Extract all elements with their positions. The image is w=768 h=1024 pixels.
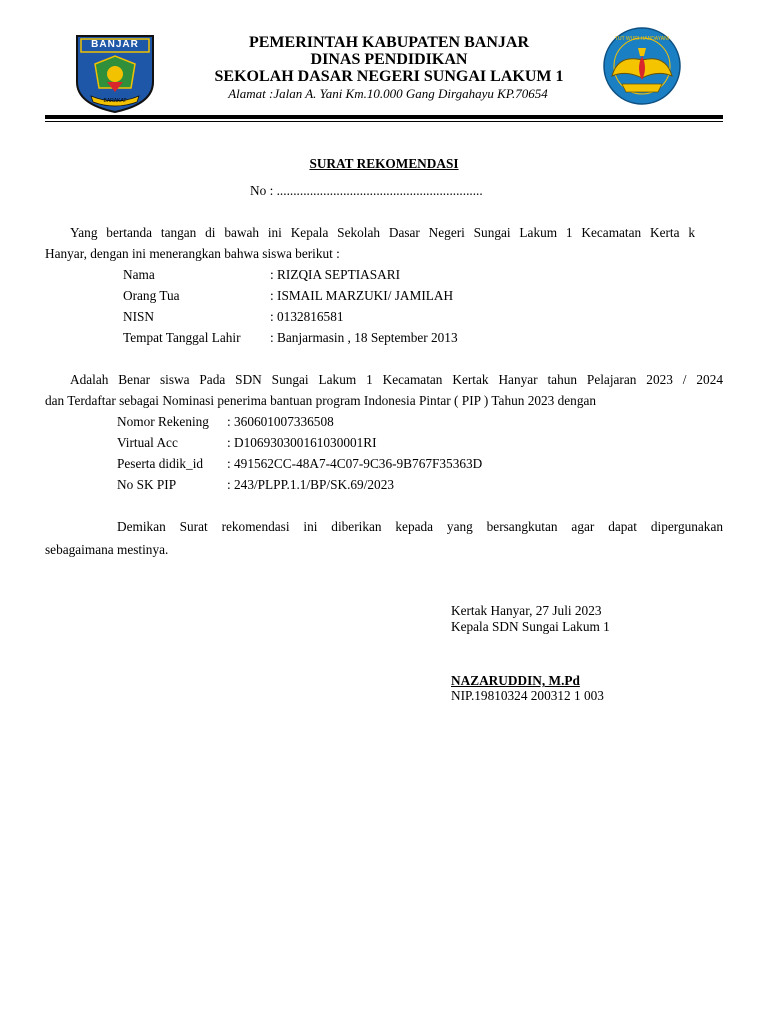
student-id-label: Peserta didik_id <box>117 456 204 471</box>
signature-name: NAZARUDDIN, M.Pd <box>451 673 580 688</box>
closing-line-2: sebagaimana mestinya. <box>45 542 169 557</box>
header-school: SEKOLAH DASAR NEGERI SUNGAI LAKUM 1 <box>214 68 564 85</box>
intro-line-2: Hanyar, dengan ini menerangkan bahwa siswa berikut : <box>45 246 340 261</box>
account-label: Nomor Rekening <box>117 414 209 429</box>
parent-value: : ISMAIL MARZUKI/ JAMILAH <box>270 288 454 303</box>
account-value: : 360601007336508 <box>227 414 334 429</box>
header-department: DINAS PENDIDIKAN <box>310 51 468 68</box>
closing-line-1: Demikan Surat rekomendasi ini diberikan kepada yang bersangkutan agar dapat dipergunakan <box>117 519 723 534</box>
virtual-acc-value: : D106930300161030001RI <box>227 435 377 450</box>
banjar-logo-text: BANJAR <box>91 39 139 50</box>
header-rule-thin <box>45 121 723 122</box>
signature-position: Kepala SDN Sungai Lakum 1 <box>451 619 610 634</box>
tut-wuri-logo-text: TUT WURI HANDAYANI <box>614 36 670 42</box>
student-name-value: : RIZQIA SEPTIASARI <box>270 267 401 282</box>
letter-number: No : .............................................................. <box>250 183 483 198</box>
birth-value: : Banjarmasin , 18 September 2013 <box>270 330 458 345</box>
student-name-label: Nama <box>123 267 155 282</box>
letter-title: SURAT REKOMENDASI <box>309 156 459 171</box>
virtual-acc-label: Virtual Acc <box>117 435 178 450</box>
header-address: Alamat :Jalan A. Yani Km.10.000 Gang Dirgahayu KP.70654 <box>228 86 548 101</box>
header-government: PEMERINTAH KABUPATEN BANJAR <box>248 34 529 51</box>
signature-nip: NIP.19810324 200312 1 003 <box>451 688 604 703</box>
signature-place-date: Kertak Hanyar, 27 Juli 2023 <box>451 603 602 618</box>
banjar-logo-motto: BARAKAT <box>103 98 127 104</box>
sk-pip-value: : 243/PLPP.1.1/BP/SK.69/2023 <box>227 477 394 492</box>
birth-label: Tempat Tanggal Lahir <box>123 330 241 345</box>
header-rule-thick <box>45 115 723 119</box>
sk-pip-label: No SK PIP <box>117 477 177 492</box>
nisn-value: : 0132816581 <box>270 309 344 324</box>
nisn-label: NISN <box>123 309 155 324</box>
student-id-value: : 491562CC-48A7-4C07-9C36-9B767F35363D <box>227 456 483 471</box>
para2-line-2: dan Terdaftar sebagai Nominasi penerima bantuan program Indonesia Pintar ( PIP ) Tahun 2023 dengan <box>45 393 597 408</box>
parent-label: Orang Tua <box>123 288 180 303</box>
para2-line-1: Adalah Benar siswa Pada SDN Sungai Lakum 1 Kecamatan Kertak Hanyar tahun Pelajaran 2023 / 2024 <box>70 372 723 387</box>
intro-line-1: Yang bertanda tangan di bawah ini Kepala Sekolah Dasar Negeri Sungai Lakum 1 Kecamatan Kerta k <box>70 225 695 240</box>
